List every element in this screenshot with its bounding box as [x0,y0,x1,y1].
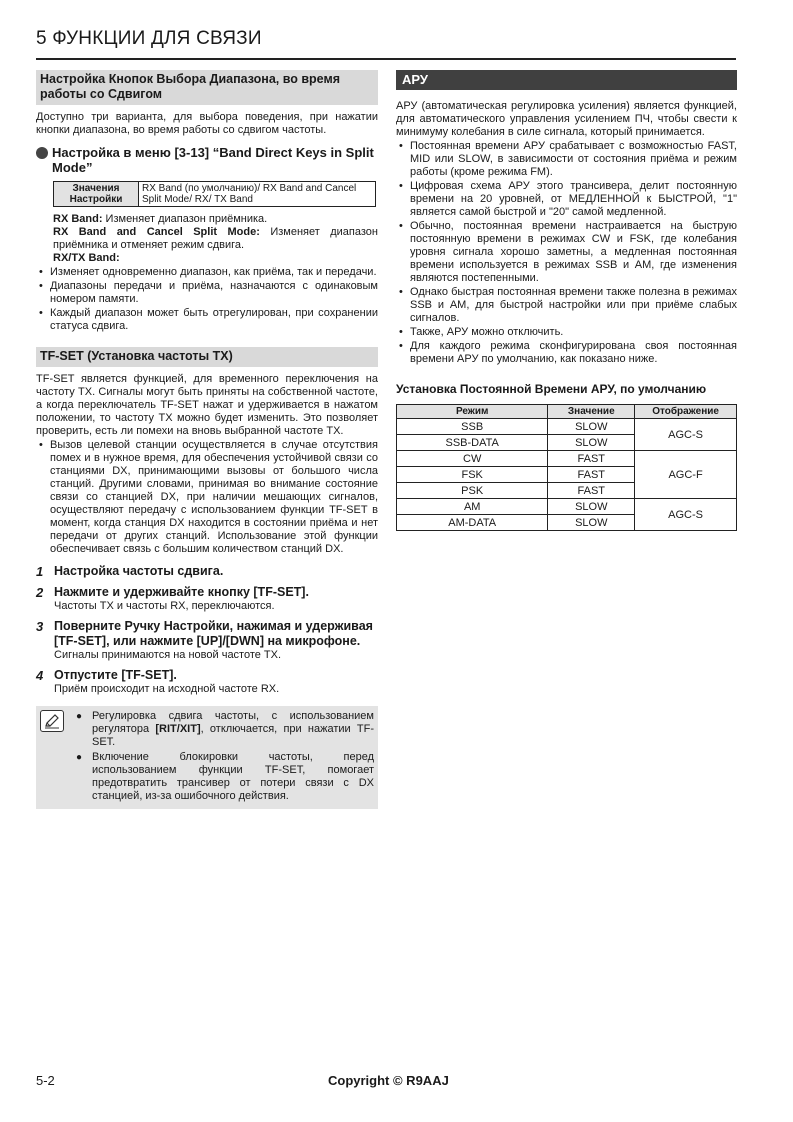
step-3 [36,619,378,662]
list-item: • Изменяет одновременно диапазон, как приёма, так и передачи. [36,266,378,279]
split-options [36,213,378,265]
table-header-row [397,405,737,419]
agc-table-title: Установка Постоянной Времени АРУ, по умолчанию [396,382,707,396]
mode-cell: FSK [397,467,548,483]
step-4 [36,668,378,696]
step-number: 2 [36,585,44,600]
display-cell: AGC-F [635,451,737,499]
step-title: Отпустите [TF-SET]. [54,668,177,682]
value-cell: FAST [548,467,635,483]
right-column [396,70,737,531]
split-section-heading: Настройка Кнопок Выбора Диапазона, во время работы со Сдвигом [36,70,378,105]
mode-cell: SSB-DATA [397,435,548,451]
step-title: Нажмите и удерживайте кнопку [TF-SET]. [54,585,309,599]
table-row [397,451,737,467]
display-cell: AGC-S [635,499,737,531]
step-2 [36,585,378,613]
rx-band-text: Изменяет диапазон приёмника. [102,213,268,225]
copyright: Copyright © R9AAJ [328,1073,449,1088]
list-item: • Обычно, постоянная времени настраивается на быструю постоянную времени в режимах CW и FSK, где колебания уровня сигнала хорошо заметны, а медленная постоянная времени используется в режимах SSB и AM, где изменения являются постепенными. [396,220,737,285]
agc-section-heading: АРУ [396,70,737,90]
menu-heading [36,145,378,175]
table-row [397,499,737,515]
step-number: 3 [36,619,44,634]
rx-cancel-term: RX Band and Cancel Split Mode: [53,226,260,238]
mode-cell: CW [397,451,548,467]
note-bold-text: [RIT/XIT] [155,723,201,735]
note-text: , отключается, при нажатии TF-SET. [92,723,374,748]
page-number: 5-2 [36,1073,55,1088]
tfset-section-heading: TF-SET (Установка частоты TX) [36,347,378,367]
step-description: Сигналы принимаются на новой частоте TX. [54,649,282,661]
table-row [397,419,737,435]
rx-band-option [53,213,378,226]
mode-cell: AM-DATA [397,515,548,531]
step-description: Частоты TX и частоты RX, переключаются. [54,600,275,612]
rx-cancel-option [53,226,378,252]
column-header: Режим [397,405,548,419]
agc-bullets [396,140,737,366]
list-item: • Постоянная времени АРУ срабатывает с возможностью FAST, MID или SLOW, в зависимости от состояния приёма и режим работы (кроме режима FM). [396,140,737,179]
tfset-steps [36,564,378,696]
column-header: Значение [548,405,635,419]
mode-cell: AM [397,499,548,515]
value-cell: SLOW [548,419,635,435]
agc-intro: АРУ (автоматическая регулировка усиления) является функцией, для автоматического управления усилением ПЧ, чтобы свести к минимуму колебания в силе сигнала, который принимается. [396,100,737,138]
list-item: • Для каждого режима сконфигурирована своя постоянная времени АРУ по умолчанию, как показано ниже. [396,340,737,366]
step-title: Настройка частоты сдвига. [54,564,224,578]
step-number: 1 [36,564,44,579]
list-item: • Однако быстрая постоянная времени также полезна в режимах SSB и AM, для быстрой настройки или при приёме слабых сигналов. [396,286,737,325]
step-description: Приём происходит на исходной частоте RX. [54,683,280,695]
note-box [36,706,378,809]
list-item: • Диапазоны передачи и приёма, назначаются с одинаковым номером памяти. [36,280,378,306]
page-header [36,28,736,50]
value-cell: SLOW [548,515,635,531]
circle-bullet-icon [36,147,48,159]
tfset-bullets [36,439,378,556]
rxtx-term: RX/TX Band: [53,252,120,264]
tfset-intro: TF-SET является функцией, для временного переключения на частоту TX. Сигналы могут быть приняты на собственной частоте, а когда переключатель TF-SET нажат и удерживается в нажатом положении, то частоту TX можно будет изменить. Это позволяет проверить, есть ли помехи на вновь выбранной частоте TX. [36,373,378,437]
step-number: 4 [36,668,44,683]
list-item: • Цифровая схема АРУ этого трансивера, делит постоянную времени на 20 уровней, от МЕДЛЕННОЙ к БЫСТРОЙ, "1" является самой быстрой и "20" самой медленной. [396,180,737,219]
menu-heading-text: Настройка в меню [3-13] “Band Direct Keys in Split Mode” [52,145,374,175]
mode-cell: SSB [397,419,548,435]
step-title: Поверните Ручку Настройки, нажимая и удерживая [TF-SET], или нажмите [UP]/[DWN] на микрофоне. [54,619,373,648]
note-list [74,710,374,805]
agc-table [396,404,737,531]
display-cell: AGC-S [635,419,737,451]
note-text: Регулировка сдвига частоты, с использованием регулятора [92,710,374,735]
split-intro: Доступно три варианта, для выбора поведения, при нажатии кнопки диапазона, во время работы со сдвигом частоты. [36,111,378,136]
value-cell: FAST [548,451,635,467]
mode-cell: PSK [397,483,548,499]
settings-table [53,181,376,207]
page-title: 5 ФУНКЦИИ ДЛЯ СВЯЗИ [36,28,262,49]
header-rule [36,58,736,60]
note-item [74,710,374,749]
value-cell: FAST [548,483,635,499]
list-item: • Каждый диапазон может быть отрегулирован, при сохранении статуса сдвига. [36,307,378,333]
list-item: • Вызов целевой станции осуществляется в случае отсутствия помех и в нужное время, для обеспечения устойчивой связи со станциями DX, принимающими вызовы от большого числа станций. Другими словами, принимая во внимание состояние связи со станцией DX, при наличии мешающих сигналов, осуществляют передачу с использованием функции TF-SET в момент, когда станция DX находится в состоянии приёма и нет передачи от других станций. Использование этой функции обеспечивает связь с большим количеством станций DX. [36,439,378,556]
rx-cancel-text: Изменяет диапазон приёмника и отменяет режим сдвига. [53,226,378,251]
note-item: ● Включение блокировки частоты, перед использованием функции TF-SET, помогает предотвратить трансивер от потери связи с DX станцией, из-за ошибочного действия. [74,751,374,803]
value-cell: SLOW [548,499,635,515]
pencil-note-icon [40,710,64,732]
left-column [36,70,378,809]
settings-value: RX Band (по умолчанию)/ RX Band and Cancel Split Mode/ RX/ TX Band [139,182,376,207]
column-header: Отображение [635,405,737,419]
value-cell: SLOW [548,435,635,451]
step-1 [36,564,378,579]
settings-label: Значения Настройки [54,182,139,207]
list-item: • Также, АРУ можно отключить. [396,326,737,339]
rxtx-list [36,266,378,333]
rx-band-term: RX Band: [53,213,103,225]
